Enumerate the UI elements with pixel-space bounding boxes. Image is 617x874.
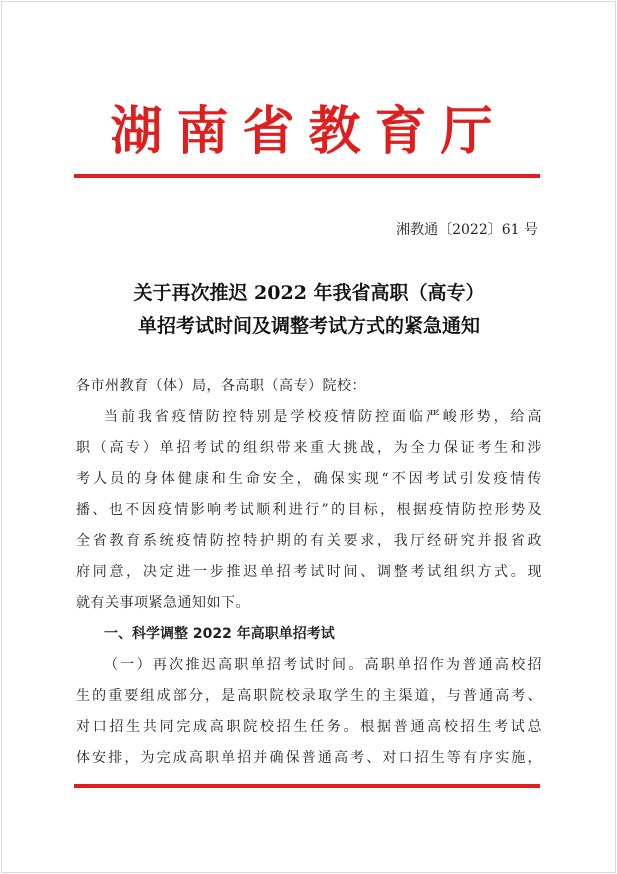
notice-title-line-2: 单招考试时间及调整考试方式的紧急通知 — [137, 315, 480, 337]
paragraph-1-line-4: 播、也不因疫情影响考试顺利进行”的目标，根据疫情防控形势及 — [76, 502, 542, 518]
notice-title-line-1: 关于再次推迟 2022 年我省高职（高专） — [133, 282, 485, 304]
recipients-line: 各市州教育（体）局，各高职（高专）院校： — [76, 378, 366, 394]
paragraph-2-line-3: 对口招生共同完成高职院校招生任务。根据普通高校招生考试总 — [76, 719, 542, 735]
paragraph-1-line-3: 考人员的身体健康和生命安全，确保实现“不因考试引发疫情传 — [76, 471, 542, 487]
footer-red-rule — [74, 784, 540, 788]
paragraph-1-line-2: 职（高专）单招考试的组织带来重大挑战，为全力保证考生和涉 — [76, 440, 542, 456]
paragraph-2-line-1: （一）再次推迟高职单招考试时间。高职单招作为普通高校招 — [104, 657, 542, 673]
paragraph-1-line-1: 当前我省疫情防控特别是学校疫情防控面临严峻形势，给高 — [104, 409, 542, 425]
document-number: 湘教通〔2022〕61 号 — [396, 222, 538, 238]
paragraph-1-line-5: 全省教育系统疫情防控特护期的有关要求，我厅经研究并报省政 — [76, 533, 542, 549]
paragraph-2-line-4: 体安排，为完成高职单招并确保普通高考、对口招生等有序实施， — [76, 750, 542, 766]
issuing-authority-title: 湖南省教育厅 — [110, 102, 507, 162]
paragraph-1-line-6: 府同意，决定进一步推迟单招考试时间、调整考试组织方式。现 — [76, 564, 542, 580]
paragraph-2-line-2: 生的重要组成部分，是高职院校录取学生的主渠道，与普通高考、 — [76, 688, 542, 704]
header-red-rule — [74, 174, 540, 178]
paragraph-1-line-7: 就有关事项紧急通知如下。 — [76, 595, 250, 611]
section-1-heading: 一、科学调整 2022 年高职单招考试 — [104, 626, 335, 642]
